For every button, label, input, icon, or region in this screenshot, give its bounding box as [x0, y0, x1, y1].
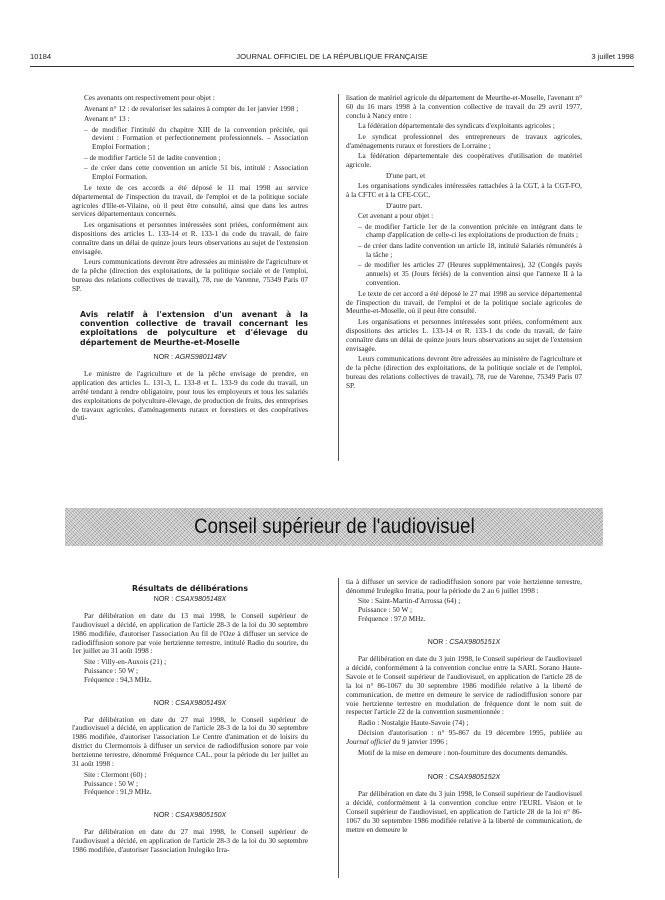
paragraph: Les organisations et personnes intéressées sont priées, conformément aux dispositions des articles L. 133-14 et R. 133-1 du code du travail, de faire connaître dans un délai de quinze jours leurs observations au sujet de l'extension envisagée. — [72, 219, 308, 256]
nor-reference — [72, 812, 308, 821]
dash-item: – de créer dans cette convention un article 51 bis, intitulé : Association Emploi Formation. — [84, 163, 308, 182]
nor-label: NOR : — [427, 774, 448, 782]
nor-code: CSAX9805151X — [449, 639, 501, 647]
paragraph: Les organisations syndicales intéressées rattachées à la CGT, à la CGT-FO, à la CFTC et à la CFE-CGC, — [346, 181, 582, 200]
right-column-csa — [346, 578, 582, 836]
section-banner — [65, 508, 603, 546]
dash-item: – de modifier l'intitulé du chapitre XIII de la convention précitée, qui devient : Formation et perfectionnement professionnels. – Association Emploi Formation ; — [84, 124, 308, 152]
nor-reference — [346, 774, 582, 783]
paragraph: Ces avenants ont respectivement pour objet : — [84, 93, 215, 102]
frequence: Fréquence : 94,3 MHz. — [84, 674, 152, 684]
party: La fédération départementale des coopératives d'utilisation de matériel agricole. — [346, 151, 582, 170]
site: Site : Villy-en-Auxois (21) ; — [84, 656, 167, 666]
paragraph: Par délibération en date du 3 juin 1998, le Conseil supérieur de l'audiovisuel a décidé, conformément à la convention conclue entre l'EURL Vision et le Conseil supérieur de l'audiovisuel, en application de l'article 28 de la loi n° 86-1067 du 30 septembre 1986 modifiée relative à la liberté de communication, de mettre en demeure le — [346, 789, 582, 834]
page-number: 10184 — [30, 52, 52, 61]
radio: Radio : Nostalgie Haute-Savoie (74) ; — [358, 717, 469, 727]
paragraph: Par délibération en date du 3 juin 1998, le Conseil supérieur de l'audiovisuel a décidé, conformément à la convention conclue entre la SARL Sorano Haute-Savoie et le Conseil supérieur de l'audiovisuel, en application de l'article 28 de la loi n° 86-1067 du 30 septembre 1986 modifiée relative à la liberté de communication, de mettre en demeure le service de radiodiffusion sonore par voie hertzienne terrestre en modulation de fréquence dont le nom suit de respecter l'article 22 de la convention susmentionnée : — [346, 654, 582, 717]
column-divider — [338, 578, 339, 878]
paragraph: Avenant n° 13 : — [84, 114, 130, 123]
nor-code: CSAX9805148X — [175, 595, 227, 603]
frequence: Fréquence : 91,9 MHz. — [84, 787, 152, 797]
paragraph: Par délibération en date du 13 mai 1998, le Conseil supérieur de l'audiovisuel a décidé, en application de l'article 28-3 de la loi du 30 septembre 1986 modifiée, d'autoriser l'association Au fil de l'Oze à diffuser un service de radiodiffusion sonore par voie hertzienne terrestre, intitulé Radio du sourire, du 1er juillet au 31 août 1998 : — [72, 610, 308, 656]
puissance: Puissance : 50 W ; — [84, 778, 139, 788]
paragraph: Leurs communications devront être adressées au ministère de l'agriculture et de la pêche (direction des exploitations, de la politique sociale et de l'emploi, bureau des relations collectives de travail), 78, rue de Varenne, 75349 Paris 07 SP. — [346, 354, 582, 390]
nor-label: NOR : — [153, 812, 174, 820]
party: La fédération départementale des syndicats d'exploitants agricoles ; — [358, 121, 555, 131]
avis-title: Avis relatif à l'extension d'un avenant à la convention collective de travail concernant les exploitations de polyculture et d'élevage du département de Meurthe-et-Moselle — [80, 309, 308, 347]
decision-text: Décision d'autorisation : n° 95-867 du 19 décembre 1995, publiée au — [358, 728, 582, 738]
left-column-top — [72, 94, 308, 425]
paragraph: Par délibération en date du 27 mai 1998, le Conseil supérieur de l'audiovisuel a décidé, en application de l'article 28-3 de la loi du 30 septembre 1986 modifiée, d'autoriser l'association Irulegiko Irra- — [72, 827, 308, 855]
motif: Motif de la mise en demeure : non-fourniture des documents demandés. — [358, 747, 568, 757]
nor-label: NOR : — [153, 595, 174, 603]
decision-date: du 9 janvier 1996 ; — [390, 737, 448, 747]
dash-item: – de modifier l'article 1er de la convention précitée en intégrant dans le champ d'application de celle-ci les exploitations de production de fruits ; — [358, 221, 582, 240]
nor-code: CSAX9805152X — [449, 774, 501, 782]
column-divider — [338, 94, 339, 461]
dune-part: D'une part, et — [386, 170, 426, 180]
paragraph: Le texte de ces accords a été déposé le 11 mai 1998 au service départemental de l'inspection du travail, de l'emploi et de la politique sociale agricoles d'Ille-et-Vilaine, où il peut être consulté, ainsi que dans les autres services départementaux concernés. — [72, 182, 308, 219]
paragraph: Leurs communications devront être adressées au ministère de l'agriculture et de la pêche (direction des exploitations, de la politique sociale et de l'emploi, bureau des relations collectives de travail), 78, rue de Varenne, 75349 Paris 07 SP. — [72, 257, 308, 293]
header-rule — [30, 66, 634, 67]
paragraph: Cet avenant a pour objet : — [358, 211, 434, 221]
nor-reference — [346, 639, 582, 648]
puissance: Puissance : 50 W ; — [84, 665, 139, 675]
journal-title: JOURNAL OFFICIEL DE LA RÉPUBLIQUE FRANÇAISE — [236, 52, 428, 61]
left-column-csa — [72, 585, 308, 857]
nor-reference — [72, 700, 308, 709]
nor-code: CSAX9805149X — [175, 699, 227, 707]
nor-code: AGRS9801148V — [175, 353, 227, 361]
dash-item: – de modifier l'article 51 de ladite convention ; — [84, 152, 221, 162]
party: Le syndicat professionnel des entrepreneurs de travaux agricoles, d'aménagements ruraux et forestiers de Lorraine ; — [346, 131, 582, 150]
paragraph: Le texte de cet accord a été déposé le 27 mai 1998 au service départemental de l'inspection du travail, de l'emploi et de la politique sociale agricoles de Meurthe-et-Moselle, où il peut être consulté. — [346, 288, 582, 316]
paragraph: lisation de matériel agricole du département de Meurthe-et-Moselle, l'avenant n° 60 du 16 mars 1998 à la convention collective de travail du 29 avril 1977, conclu à Nancy entre : — [346, 93, 582, 120]
site: Site : Saint-Martin-d'Arrossa (64) ; — [358, 596, 461, 606]
site: Site : Clermont (60) ; — [84, 769, 147, 779]
dash-item: – de créer dans ladite convention un article 18, intitulé Salariés rémunérés à la tâche ; — [358, 240, 582, 259]
paragraph: Avenant n° 12 : de revaloriser les salaires à compter du 1er janvier 1998 ; — [84, 103, 299, 113]
nor-code: CSAX9805150X — [175, 812, 227, 820]
dautre-part: D'autre part. — [386, 200, 423, 210]
paragraph: Les organisations et personnes intéressées sont priées, conformément aux dispositions des articles L. 133-14 et R. 133-1 du code du travail, de faire connaître dans un délai de quinze jours leurs observations au sujet de l'extension envisagée. — [346, 316, 582, 353]
puissance: Puissance : 50 W ; — [358, 605, 413, 615]
nor-reference — [72, 354, 308, 363]
frequence: Fréquence : 97,0 MHz. — [358, 614, 426, 624]
dash-item: – de modifier les articles 27 (Heures supplémentaires), 32 (Congés payés annuels) et 35 (Jours fériés) de la convention ainsi que l'annexe II à la convention. — [358, 260, 582, 288]
paragraph: Par délibération en date du 27 mai 1998, le Conseil supérieur de l'audiovisuel a décidé, en application de l'article 28-3 de la loi du 30 septembre 1986 modifiée, d'autoriser l'association Le Centre d'animation et de loisirs du district du Clermontois à diffuser un service de radiodiffusion sonore par voie hertzienne terrestre, dénommé Fréquence CAL, pour la période du 1er juillet au 31 août 1998 : — [72, 714, 308, 769]
banner-title: Conseil supérieur de l'audiovisuel — [193, 515, 475, 538]
journal-officiel-ref: Journal officiel — [346, 737, 391, 747]
issue-date: 3 juillet 1998 — [591, 52, 634, 61]
nor-reference — [72, 596, 308, 605]
nor-label: NOR : — [153, 353, 174, 361]
right-column-top — [346, 94, 582, 392]
paragraph: tia à diffuser un service de radiodiffusion sonore par voie hertzienne terrestre, dénommé Irulegiko Irratia, pour la période du 2 au 6 juillet 1998 : — [346, 577, 582, 595]
nor-label: NOR : — [427, 639, 448, 647]
paragraph: Le ministre de l'agriculture et de la pêche envisage de prendre, en application des articles L. 131-3, L. 133-8 et L. 133-9 du code du travail, un arrêté tendant à rendre obligatoire, pour tous les employeurs et tous les salariés des exploitations de polyculture-élevage, de production de fruits, des entreprises de travaux agricoles, d'aménagements ruraux et forestiers et des coopératives d'uti- — [72, 368, 308, 423]
nor-label: NOR : — [153, 699, 174, 707]
section-title: Résultats de délibérations — [132, 584, 248, 593]
decision — [346, 729, 582, 747]
